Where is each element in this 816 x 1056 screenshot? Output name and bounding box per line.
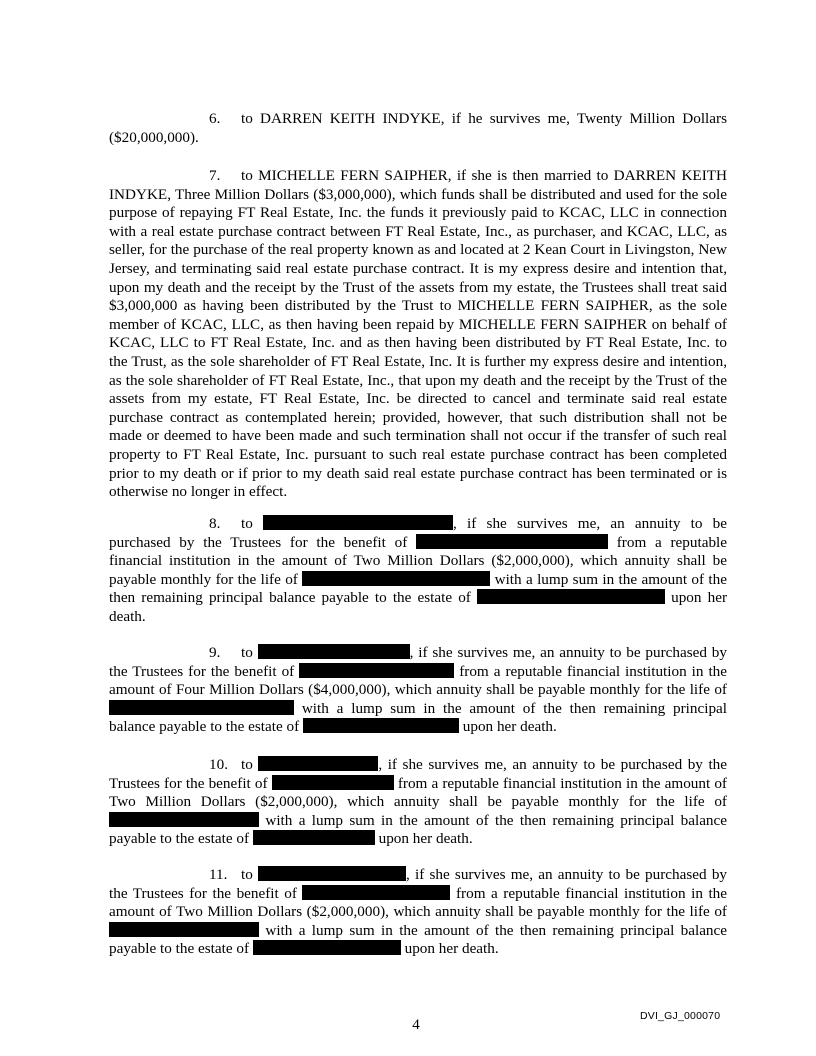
paragraph-7 (109, 167, 727, 502)
bates-number: DVI_GJ_000070 (640, 1010, 721, 1022)
redaction-block (299, 663, 454, 678)
paragraph-text-3: from a reputable financial institution in the amount of Four Million Dollars ($4,000,000), which annuity shall be payable monthly for the life of (109, 662, 728, 699)
redaction-block (302, 885, 450, 900)
paragraph-text-2: , if she survives me, an annuity to be purchased by the Trustees for the benefit of (109, 644, 727, 680)
redaction-block (109, 700, 294, 715)
paragraph-text-3: from a reputable financial institution in the amount of Two Million Dollars ($2,000,000), which annuity shall be payable monthly for the life of (109, 774, 727, 811)
paragraph-number: 10. (209, 756, 228, 773)
paragraph-text-5: upon her death. (462, 718, 557, 736)
paragraph-number: 6. (209, 110, 221, 127)
paragraph-text: to MICHELLE FERN SAIPHER, if she is then married to DARREN KEITH INDYKE, Three Million Dollars ($3,000,000), which funds shall be distributed and used for the sole purpose of repaying FT Real Estate, Inc. the funds it previously paid to KCAC, LLC in connection with a real estate purchase contract between FT Real Estate, Inc., as purchaser, and KCAC, LLC, as seller, for the purchase of the real property known as and located at 2 Kean Court in Livingston, New Jersey, and terminating said real estate purchase contract. It is my express desire and intention that, upon my death and the receipt by the Trust of the assets from my estate, the Trustees shall treat said $3,000,000 as having been distributed by the Trust to MICHELLE FERN SAIPHER, as the sole member of KCAC, LLC, as then having been repaid by MICHELLE FERN SAIPHER on behalf of KCAC, LLC to FT Real Estate, Inc. and as then having been distributed by FT Real Estate, Inc. to the Trust, as the sole shareholder of FT Real Estate, Inc. It is further my express desire and intention, as the sole shareholder of FT Real Estate, Inc., that upon my death and the receipt by the Trust of the assets from my estate, FT Real Estate, Inc. be directed to cancel and terminate said real estate purchase contract as contemplated herein; provided, however, that such distribution shall not be made or deemed to have been made and such termination shall not occur if the transfer of such real property to FT Real Estate, Inc. pursuant to such real estate purchase contract has been completed prior to my death or if prior to my death said real estate purchase contract has been terminated or is otherwise no longer in effect. (109, 167, 727, 501)
paragraph-text-5: upon her death. (378, 830, 473, 848)
redaction-block (303, 718, 459, 733)
paragraph-number: 7. (209, 167, 221, 184)
paragraph-10 (109, 756, 727, 849)
paragraph-text-2: , if she survives me, an annuity to be purchased by the Trustees for the benefit of (109, 756, 727, 792)
paragraph-text-3: from a reputable financial institution in the amount of Two Million Dollars ($2,000,000), which annuity shall be payable monthly for the life of (109, 533, 728, 588)
paragraph-11 (109, 866, 727, 959)
paragraph-text-2: , if she survives me, an annuity to be purchased by the Trustees for the benefit of (109, 515, 728, 551)
redaction-block (253, 830, 375, 845)
paragraph-text-2: , if she survives me, an annuity to be purchased by the Trustees for the benefit of (109, 866, 728, 902)
redaction-block (258, 644, 410, 659)
paragraph-text-4: with a lump sum in the amount of the then remaining principal balance payable to the estate of (109, 921, 728, 958)
redaction-block (302, 571, 490, 586)
redaction-block (416, 534, 608, 549)
redaction-block (477, 589, 665, 604)
redaction-block (263, 515, 453, 530)
paragraph-text-1: to (241, 644, 253, 661)
paragraph-8 (109, 515, 727, 627)
paragraph-number: 11. (209, 866, 228, 883)
paragraph-text-4: with a lump sum in the amount of the then remaining principal balance payable to the estate of (109, 699, 728, 736)
redaction-block (258, 866, 406, 881)
paragraph-text-3: from a reputable financial institution in the amount of Two Million Dollars ($2,000,000), which annuity shall be payable monthly for the life of (109, 884, 728, 921)
paragraph-text-5: upon her death. (109, 589, 727, 625)
paragraph-text-1: to (241, 515, 253, 532)
paragraph-text-4: with a lump sum in the amount of the then remaining principal balance payable to the estate of (109, 570, 727, 607)
paragraph-text: to DARREN KEITH INDYKE, if he survives me, Twenty Million Dollars ($20,000,000). (109, 110, 727, 146)
page-number: 4 (412, 1017, 420, 1033)
paragraph-6 (109, 110, 727, 147)
paragraph-number: 9. (209, 644, 221, 661)
redaction-block (109, 812, 259, 827)
redaction-block (109, 922, 259, 937)
paragraph-text-5: upon her death. (404, 940, 499, 958)
redaction-block (272, 775, 394, 790)
paragraph-text-1: to (241, 866, 253, 883)
paragraph-number: 8. (209, 515, 221, 532)
paragraph-9 (109, 644, 727, 737)
paragraph-text-1: to (241, 756, 253, 773)
redaction-block (258, 756, 378, 771)
redaction-block (253, 940, 401, 955)
paragraph-text-4: with a lump sum in the amount of the then remaining principal balance payable to the estate of (109, 811, 728, 848)
